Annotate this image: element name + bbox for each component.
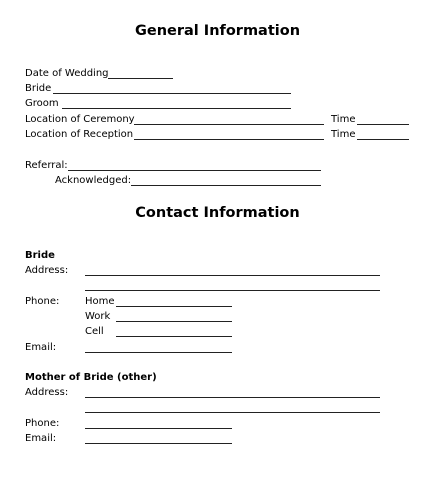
mother-phone-field[interactable] bbox=[85, 428, 232, 429]
bride-address-line-1[interactable] bbox=[85, 275, 380, 276]
bride-email-field[interactable] bbox=[85, 352, 232, 353]
reception-time-label: Time bbox=[331, 129, 356, 140]
bride-cell-label: Cell bbox=[85, 326, 104, 337]
bride-email-label: Email: bbox=[25, 342, 57, 353]
bride-home-label: Home bbox=[85, 296, 115, 307]
ceremony-time-label: Time bbox=[331, 114, 356, 125]
location-reception-label: Location of Reception bbox=[25, 129, 134, 140]
mother-address-line-2[interactable] bbox=[85, 412, 380, 413]
acknowledged-field[interactable] bbox=[131, 185, 321, 186]
groom-label: Groom bbox=[25, 98, 59, 109]
location-reception-field[interactable] bbox=[134, 139, 324, 140]
referral-field[interactable] bbox=[68, 170, 321, 171]
mother-address-line-1[interactable] bbox=[85, 397, 380, 398]
bride-phone-label: Phone: bbox=[25, 296, 60, 307]
mother-email-label: Email: bbox=[25, 433, 57, 444]
bride-home-phone-field[interactable] bbox=[116, 306, 232, 307]
general-info-title: General Information bbox=[134, 23, 301, 39]
reception-time-field[interactable] bbox=[357, 139, 409, 140]
mother-phone-label: Phone: bbox=[25, 418, 60, 429]
bride-work-label: Work bbox=[85, 311, 111, 322]
mother-email-field[interactable] bbox=[85, 443, 232, 444]
date-of-wedding-field[interactable] bbox=[108, 78, 173, 79]
bride-field[interactable] bbox=[53, 93, 291, 94]
mother-address-label: Address: bbox=[25, 387, 69, 398]
mother-section-heading: Mother of Bride (other) bbox=[25, 372, 157, 383]
bride-address-line-2[interactable] bbox=[85, 290, 380, 291]
date-of-wedding-label: Date of Wedding bbox=[25, 68, 109, 79]
location-ceremony-field[interactable] bbox=[134, 124, 324, 125]
ceremony-time-field[interactable] bbox=[357, 124, 409, 125]
bride-section-heading: Bride bbox=[25, 250, 55, 261]
bride-address-label: Address: bbox=[25, 265, 69, 276]
acknowledged-label: Acknowledged: bbox=[55, 175, 132, 186]
groom-field[interactable] bbox=[62, 108, 291, 109]
contact-info-title: Contact Information bbox=[135, 205, 300, 221]
bride-work-phone-field[interactable] bbox=[116, 321, 232, 322]
location-ceremony-label: Location of Ceremony bbox=[25, 114, 135, 125]
referral-label: Referral: bbox=[25, 160, 68, 171]
bride-label: Bride bbox=[25, 83, 52, 94]
bride-cell-phone-field[interactable] bbox=[116, 336, 232, 337]
